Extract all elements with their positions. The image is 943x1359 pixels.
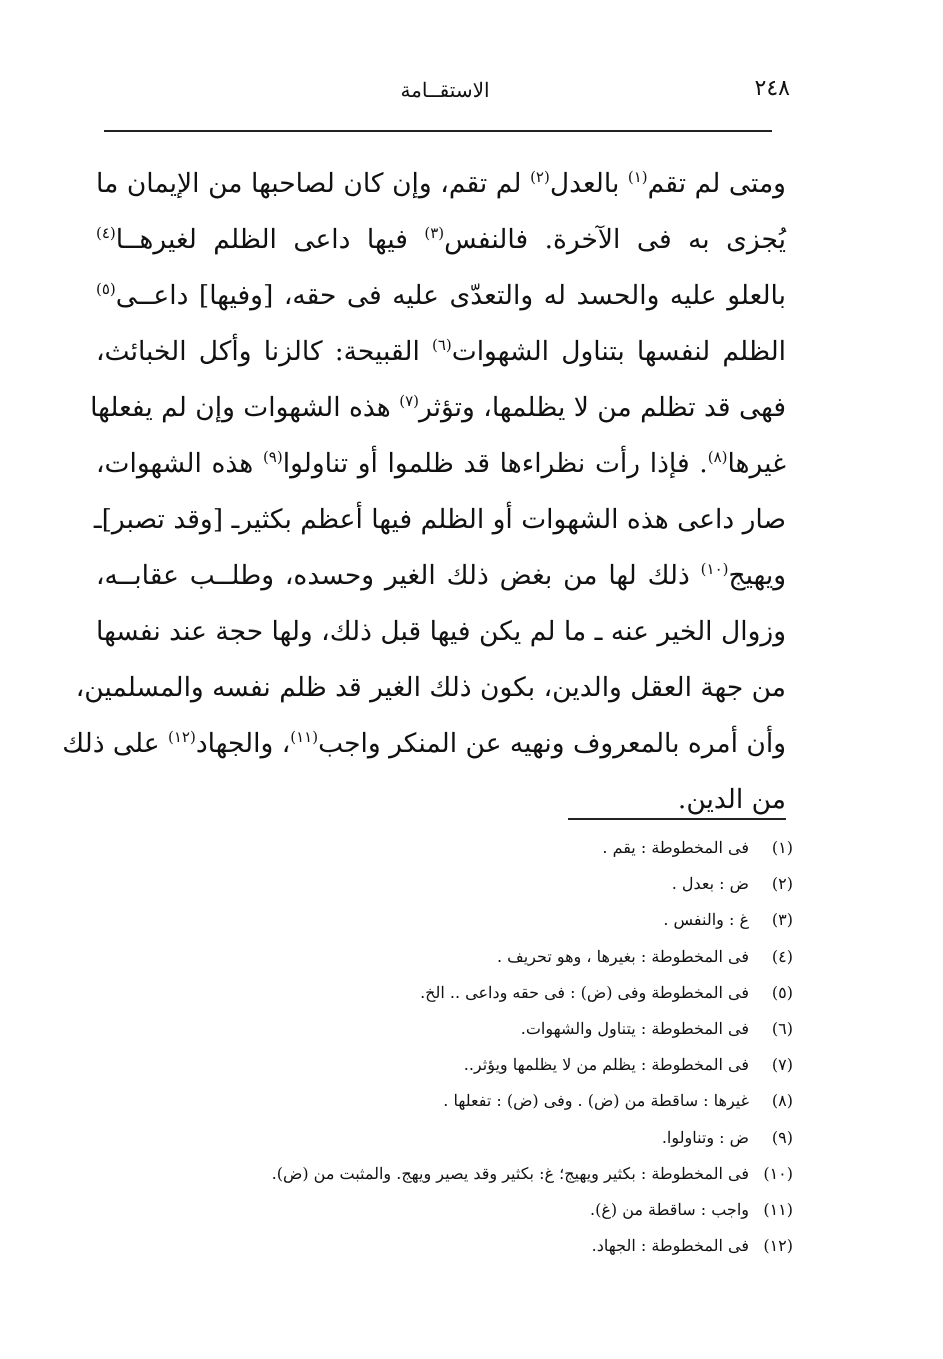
footnote-text: فى المخطوطة وفى (ض) : فى حقه وداعى .. الخ. <box>420 982 749 1002</box>
footnote-reference: (٣) <box>424 224 445 243</box>
footnote <box>93 1091 793 1127</box>
footnote <box>93 947 793 983</box>
footnote-reference: (٥) <box>96 280 116 299</box>
footnote-number: (١٠) <box>763 1163 793 1183</box>
footnote-reference: (١٢) <box>168 728 196 747</box>
header-rule <box>104 130 772 132</box>
footnote <box>93 1164 793 1200</box>
footnote <box>93 1055 793 1091</box>
text-run: الظلم لنفسها بتناول الشهوات <box>451 336 787 367</box>
footnote-text: فى المخطوطة : يتناول والشهوات. <box>520 1018 749 1038</box>
footnote-number: (٤) <box>771 946 793 966</box>
text-run: وزوال الخير عنه ـ ما لم يكن فيها قبل ذلك، ولها حجة عند نفسها <box>96 616 786 647</box>
text-run: وأن أمره بالمعروف ونهيه عن المنكر واجب <box>318 728 786 759</box>
footnote <box>93 1200 793 1236</box>
footnote-number: (١١) <box>763 1199 793 1219</box>
footnote-reference: (١١) <box>290 728 319 747</box>
footnote-reference: (٨) <box>707 448 728 467</box>
text-line <box>62 716 786 772</box>
text-run: فهى قد تظلم من لا يظلمها، وتؤثر <box>418 392 786 423</box>
footnote-text: فى المخطوطة : بكثير ويهيج؛ غ: بكثير وقد يصير ويهج. والمثبت من (ض). <box>271 1163 749 1183</box>
text-line <box>90 380 786 436</box>
text-run: ، والجهاد <box>195 728 291 759</box>
footnotes <box>93 838 793 1272</box>
text-line <box>96 324 786 380</box>
text-line <box>96 268 786 324</box>
footnote-number: (٧) <box>771 1055 793 1075</box>
footnote-reference: (١) <box>627 168 648 187</box>
footnote-reference: (٩) <box>262 448 283 467</box>
footnote-number: (١٢) <box>763 1236 793 1256</box>
footnote-number: (٦) <box>771 1018 793 1038</box>
footnote-text: فى المخطوطة : يقم . <box>602 838 749 857</box>
footnote-reference: (٧) <box>399 392 419 411</box>
text-line <box>75 660 786 716</box>
text-run: هذه الشهوات وإن لم يفعلها <box>90 392 400 423</box>
footnote <box>93 910 793 946</box>
footnote-reference: (٤) <box>96 224 116 243</box>
text-run: فيها داعى الظلم لغيرهــا <box>115 224 425 255</box>
footnote-text: واجب : ساقطة من (غ). <box>589 1199 749 1219</box>
page-header <box>100 74 790 114</box>
text-run: هذه الشهوات، <box>96 448 263 479</box>
text-run: غيرها <box>727 448 787 479</box>
footnote-text: فى المخطوطة : الجهاد. <box>591 1236 749 1256</box>
footnote-number: (٥) <box>771 982 793 1002</box>
footnote <box>93 1128 793 1164</box>
text-run: من الدين. <box>677 784 786 815</box>
footnote <box>93 838 793 874</box>
footnote-text: فى المخطوطة : بغيرها ، وهو تحريف . <box>496 946 749 966</box>
text-line <box>96 212 786 268</box>
text-run: بالعدل <box>549 168 628 199</box>
footnote <box>93 1236 793 1272</box>
footnote-number: (٢) <box>771 874 793 894</box>
footnote <box>93 1019 793 1055</box>
text-run: ذلك لها من بغض ذلك الغير وحسده، وطلــب عقابــه، <box>96 560 701 591</box>
footnote-number: (٨) <box>771 1091 793 1111</box>
text-line <box>96 604 786 660</box>
text-run: يُجزى به فى الآخرة. فالنفس <box>444 224 786 255</box>
running-title: الاستقــامة <box>400 78 490 102</box>
text-run: لم تقم، وإن كان لصاحبها من الإيمان ما <box>96 168 531 199</box>
footnote-text: فى المخطوطة : يظلم من لا يظلمها ويؤثر.. <box>463 1055 749 1075</box>
text-line <box>96 436 786 492</box>
text-run: على ذلك <box>62 728 169 759</box>
footnote-reference: (١٠) <box>700 560 729 579</box>
footnote-reference: (٢) <box>530 168 550 187</box>
text-run: بالعلو عليه والحسد له والتعدّى عليه فى حقه، [وفيها] داعــى <box>115 280 786 311</box>
text-line <box>96 156 786 212</box>
text-run: ومتى لم تقم <box>647 168 786 199</box>
footnote-text: غيرها : ساقطة من (ض) . وفى (ض) : تفعلها . <box>443 1091 749 1111</box>
text-run: القبيحة: كالزنا وأكل الخبائث، <box>96 336 432 367</box>
footnote-text: ض : وتناولوا. <box>661 1127 749 1147</box>
footnote-text: غ : والنفس . <box>663 910 749 930</box>
text-run: . فإذا رأت نظراءها قد ظلموا أو تناولوا <box>282 448 708 479</box>
footnote-reference: (٦) <box>431 336 452 355</box>
footnote-text: ض : بعدل . <box>671 874 749 894</box>
text-run: من جهة العقل والدين، بكون ذلك الغير قد ظلم نفسه والمسلمين، <box>75 672 786 703</box>
page-number: ٢٤٨ <box>754 76 790 101</box>
text-run: صار داعى هذه الشهوات أو الظلم فيها أعظم بكثيرـ [وقد تصبر]ـ <box>93 504 786 535</box>
footnote-number: (٩) <box>771 1127 793 1147</box>
text-line <box>96 548 786 604</box>
footnotes-separator <box>568 818 786 820</box>
footnote <box>93 983 793 1019</box>
footnote <box>93 874 793 910</box>
text-run: ويهيج <box>728 560 786 591</box>
footnote-number: (١) <box>771 838 793 857</box>
main-text <box>62 156 787 828</box>
text-line <box>93 492 786 548</box>
footnote-number: (٣) <box>771 910 793 930</box>
